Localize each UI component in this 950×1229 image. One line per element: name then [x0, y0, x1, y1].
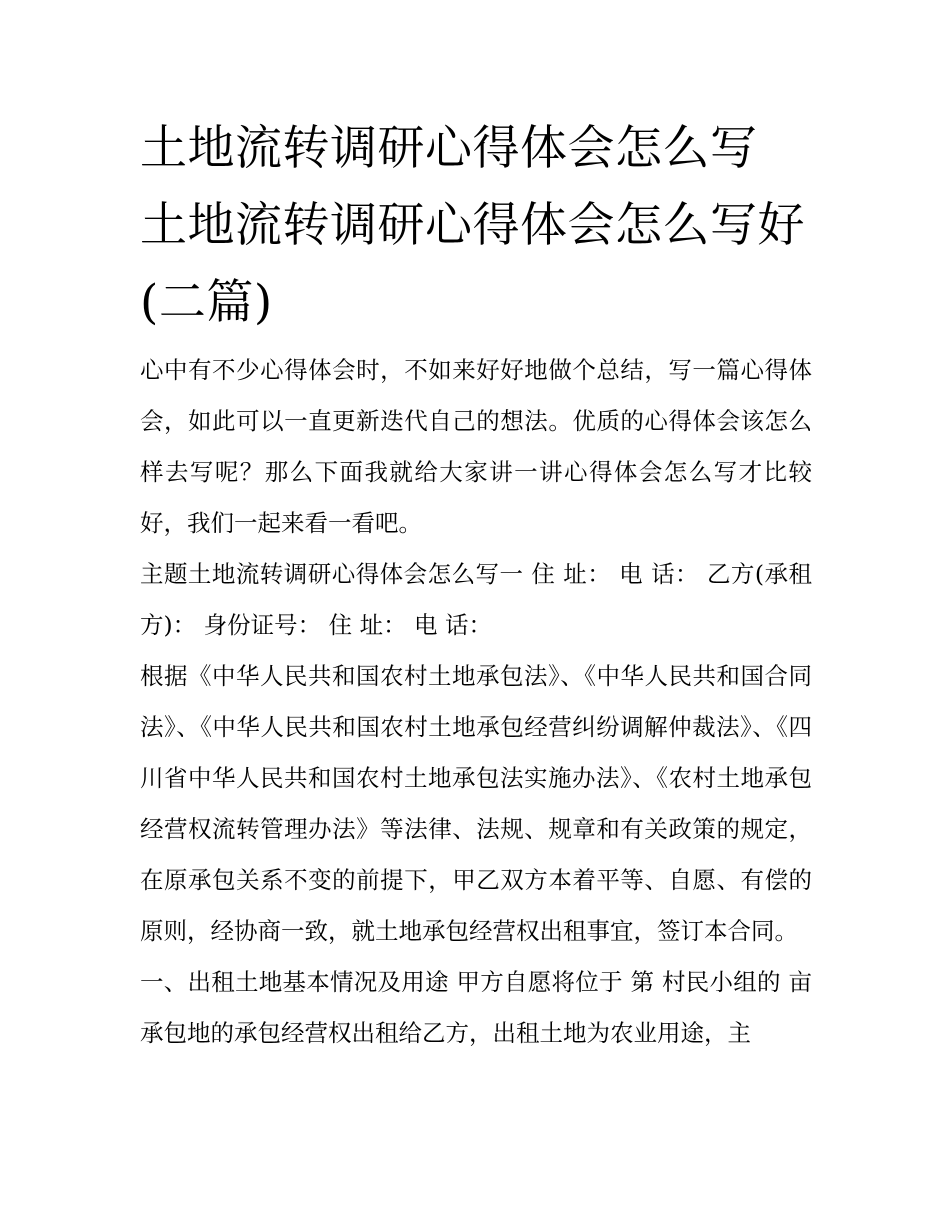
- paragraph-section-one: 一、出租土地基本情况及用途 甲方自愿将位于 第 村民小组的 亩承包地的承包经营权出租给乙方，出租土地为农业用途，主: [140, 968, 812, 1047]
- paragraph-intro: 心中有不少心得体会时，不如来好好地做个总结，写一篇心得体会，如此可以一直更新迭代自己的想法。优质的心得体会该怎么样去写呢？那么下面我就给大家讲一讲心得体会怎么写才比较好，我们一起来看一看吧。: [140, 356, 812, 537]
- paragraph-legal-basis: 根据《中华人民共和国农村土地承包法》、《中华人民共和国合同法》、《中华人民共和国农村土地承包经营纠纷调解仲裁法》、《四川省中华人民共和国农村土地承包法实施办法》、《农村土地承包经营权流转管理办法》等法律、法规、规章和有关政策的规定，在原承包关系不变的前提下，甲乙双方本着平等、自愿、有偿的原则，经协商一致，就土地承包经营权出租事宜，签订本合同。: [140, 662, 812, 945]
- document-page: [140, 110, 812, 1059]
- document-title: 土地流转调研心得体会怎么写 土地流转调研心得体会怎么写好(二篇): [140, 121, 805, 330]
- paragraph-parties: 主题土地流转调研心得体会怎么写一 住 址： 电 话： 乙方(承租方)： 身份证号： 住 址： 电 话：: [140, 560, 812, 639]
